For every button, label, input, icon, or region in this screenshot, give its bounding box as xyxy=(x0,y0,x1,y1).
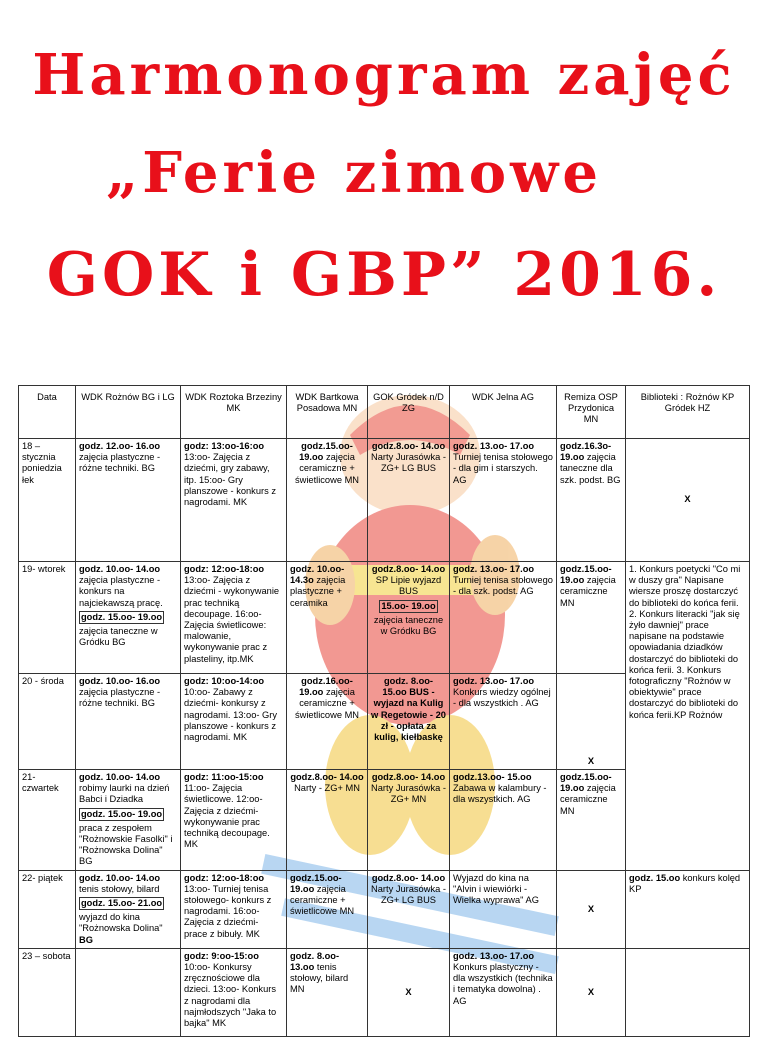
cell-jelna xyxy=(450,674,557,770)
time-text: godz. 10.oo- 16.oo xyxy=(79,676,161,686)
activity-text: zajęcia ceramiczne + świetlicowe MN xyxy=(290,883,355,917)
time-text: godz. 15.oo- 21.oo xyxy=(79,897,164,910)
activity-text: zajęcia plastyczne - różne techniki. BG xyxy=(79,452,161,474)
activity-text: tenis stołowy, bilard MN xyxy=(290,962,349,995)
activity-text: zajęcia ceramiczne + świetlicowe MN xyxy=(294,687,360,720)
activity-text: Turniej tenisa stołowego - dla gim i starszych. AG xyxy=(453,452,553,485)
cell-remiza: X xyxy=(557,674,626,770)
cell-remiza xyxy=(557,439,626,562)
cell-gok xyxy=(368,439,450,562)
cell-roztoka xyxy=(181,870,287,948)
time-text: godz. 12.oo- 16.oo xyxy=(79,441,161,451)
cell-bartkowa xyxy=(287,870,368,948)
title-line-1: Harmonogram zajęć xyxy=(32,42,736,108)
cell-roztoka xyxy=(181,948,287,1036)
cell-roznow xyxy=(76,439,181,562)
col-header-roztoka: WDK Roztoka Brzeziny MK xyxy=(181,386,287,439)
activity-text: zajęcia plastyczne - różne techniki. BG xyxy=(79,687,161,709)
cell-remiza xyxy=(557,770,626,871)
header-row xyxy=(19,386,750,439)
activity-text: 11:oo- Zajęcia świetlicowe. 12:oo- Zajęcia z dziećmi- wykonywanie prac techniką decoupage. MK xyxy=(184,783,270,850)
time-text: godz. 15.oo- 19.oo xyxy=(79,808,164,821)
activity-text: 13:oo- Turniej tenisa stołowego- konkurs z nagrodami. 16:oo- Zajęcia z dziećmi- prace z bibuły. MK xyxy=(184,883,272,939)
activity-text: praca z zespołem "Rożnowskie Fasolki" i "Rożnowska Dolina" BG xyxy=(79,822,173,867)
time-text: godz. 10.oo- 14.3o xyxy=(290,564,345,586)
time-text: godz. 10.oo- 14.oo xyxy=(79,564,161,574)
table-row xyxy=(19,870,750,948)
time-text: godz. 8.oo- 13.oo xyxy=(290,950,340,973)
cell-roznow xyxy=(76,770,181,871)
cell-gok xyxy=(368,562,450,674)
cell-jelna xyxy=(450,770,557,871)
date-cell: 23 – sobota xyxy=(19,948,76,1036)
activity-text: SP Lipie wyjazd BUS xyxy=(375,575,442,597)
time-text: godz. 13.oo- 17.oo xyxy=(453,950,535,961)
activity-text: zajęcia taneczne w Gródku BG xyxy=(79,626,158,648)
time-text: godz.8.oo- 14.oo xyxy=(371,564,446,574)
activity-text: 13:oo- Zajęcia z dziećmi, gry zabawy, itp. 15:oo- Gry planszowe - konkurs z nagrodami. MK xyxy=(184,452,276,508)
cell-remiza: X xyxy=(557,870,626,948)
date-cell: 22- piątek xyxy=(19,870,76,948)
time-text: godz: 12:oo-18:oo xyxy=(184,872,265,883)
activity-text: Konkurs plastyczny - dla wszystkich (technika i tematyka dowolna) . AG xyxy=(453,962,553,1006)
activity-text: wyjazd do kina "Rożnowska Dolina" xyxy=(79,912,163,934)
activity-text: 13:oo- Zajęcia z dziećmi - wykonywanie prac techniką decoupage. 16:oo- Zajęcia świetlicowe: malowanie, wykonywanie prac z plasteliny, itp.MK xyxy=(184,575,280,664)
cell-gok: X xyxy=(368,948,450,1036)
activity-text: konkurs kolęd KP xyxy=(629,872,741,894)
col-header-date: Data xyxy=(19,386,76,439)
col-header-roznow: WDK Rożnów BG i LG xyxy=(76,386,181,439)
date-cell: 20 - środa xyxy=(19,674,76,770)
cell-biblioteki-contests: 1. Konkurs poetycki "Co mi w duszy gra" Napisane wiersze proszę dostarczyć do biblioteki do końca ferii. 2. Konkurs literacki "jak się żyło dawniej" prace napisane na podstawie opowiadania dziadków dostarczyć do biblioteki do końca ferii. 3. Konkurs fotograficzny "Rożnów w obiektywie" prace dostarczyć do biblioteki do końca ferii.KP Rożnów xyxy=(626,562,750,871)
activity-text: zajęcia ceramiczne MN xyxy=(560,575,616,608)
time-text: 15.oo- 19.oo xyxy=(379,600,437,613)
title-line-2: „Ferie zimowe xyxy=(106,140,602,206)
col-header-biblioteki: Biblioteki : Rożnów KP Gródek HZ xyxy=(626,386,750,439)
cell-biblioteki xyxy=(626,948,750,1036)
activity-text: zajęcia plastyczne + ceramika xyxy=(290,575,346,608)
cell-gok xyxy=(368,870,450,948)
cell-jelna xyxy=(450,439,557,562)
cell-jelna: Wyjazd do kina na "Alvin i wiewiórki - Wielka wyprawa" AG xyxy=(450,870,557,948)
table-row xyxy=(19,948,750,1036)
activity-text: BG xyxy=(79,934,93,945)
time-text: godz. 15.oo xyxy=(629,872,681,883)
time-text: godz. 10.oo- 14.oo xyxy=(79,772,161,782)
date-cell: 21- czwartek xyxy=(19,770,76,871)
time-text: godz.15.oo- 19.oo xyxy=(560,564,612,586)
cell-roztoka xyxy=(181,562,287,674)
cell-roznow xyxy=(76,562,181,674)
col-header-remiza: Remiza OSP Przydonica MN xyxy=(557,386,626,439)
cell-roztoka xyxy=(181,770,287,871)
date-cell: 19- wtorek xyxy=(19,562,76,674)
title-line-3: GOK i GBP” 2016. xyxy=(46,240,722,310)
cell-roztoka xyxy=(181,439,287,562)
activity-text: zajęcia ceramiczne MN xyxy=(560,783,616,816)
cell-roznow xyxy=(76,870,181,948)
col-header-bartkowa: WDK Bartkowa Posadowa MN xyxy=(287,386,368,439)
activity-text: zajęcia plastyczne - konkurs na najciekawszą pracę. xyxy=(79,575,163,608)
time-text: godz.16.oo- 19.oo xyxy=(299,676,353,698)
activity-text: Konkurs wiedzy ogólnej - dla wszystkich . AG xyxy=(453,687,551,709)
cell-roznow xyxy=(76,948,181,1036)
cell-remiza: X xyxy=(557,948,626,1036)
cell-bartkowa xyxy=(287,674,368,770)
table-row xyxy=(19,439,750,562)
cell-bartkowa xyxy=(287,562,368,674)
activity-text: zajęcia taneczne w Gródku BG xyxy=(373,614,444,637)
activity-text: 10:oo- Zabawy z dziećmi- konkursy z nagrodami. 13:oo- Gry planszowe - konkurs z nagrodami. MK xyxy=(184,687,278,743)
cell-gok xyxy=(368,770,450,871)
cell-roztoka xyxy=(181,674,287,770)
activity-text: Narty - ZG+ MN xyxy=(294,783,360,794)
cell-jelna xyxy=(450,562,557,674)
time-text: godz.16.3o- 19.oo xyxy=(560,441,612,463)
activity-text: robimy laurki na dzień Babci i Dziadka xyxy=(79,783,170,805)
time-text: godz: 12:oo-18:oo xyxy=(184,564,265,574)
time-text: godz: 9:oo-15:oo xyxy=(184,950,259,961)
cell-bartkowa xyxy=(287,948,368,1036)
time-text: godz.8.oo- 14.oo xyxy=(371,772,446,782)
time-text: godz.15.oo- 19.oo xyxy=(299,441,353,463)
time-text: godz. 15.oo- 19.oo xyxy=(79,611,164,624)
time-text: godz.15.oo- 19.oo xyxy=(290,872,342,894)
cell-remiza xyxy=(557,562,626,674)
cell-gok: godz. 8.oo- 15.oo BUS - wyjazd na Kulig w Regetowie - 20 zł - opłata za kulig, kiełbaskę xyxy=(368,674,450,770)
activity-text: Narty Jurasówka - ZG+ LG BUS xyxy=(371,452,446,474)
time-text: godz: 11:oo-15:oo xyxy=(184,772,264,782)
cell-bartkowa xyxy=(287,439,368,562)
time-text: godz.8.oo- 14.oo xyxy=(371,441,446,451)
time-text: godz. 13.oo- 17.oo xyxy=(453,441,535,451)
activity-text: Turniej tenisa stołowego - dla szk. podst. AG xyxy=(453,575,553,597)
schedule-table xyxy=(18,385,750,1037)
cell-biblioteki: X xyxy=(626,439,750,562)
time-text: godz: 13:oo-16:oo xyxy=(184,441,265,451)
activity-text: tenis stołowy, bilard xyxy=(79,883,160,894)
time-text: godz: 10:oo-14:oo xyxy=(184,676,265,686)
table-row xyxy=(19,562,750,674)
time-text: godz.13.oo- 15.oo xyxy=(453,772,532,782)
cell-roznow xyxy=(76,674,181,770)
activity-text: zajęcia ceramiczne + świetlicowe MN xyxy=(294,452,360,485)
time-text: godz. 13.oo- 17.oo xyxy=(453,676,535,686)
time-text: godz.15.oo- 19.oo xyxy=(560,772,612,794)
cell-biblioteki xyxy=(626,870,750,948)
time-text: godz. 10.oo- 14.oo xyxy=(79,872,161,883)
cell-jelna xyxy=(450,948,557,1036)
activity-text: Zabawa w kalambury - dla wszystkich. AG xyxy=(453,783,547,805)
activity-text: zajęcia taneczne dla szk. podst. BG xyxy=(560,452,621,485)
cell-bartkowa xyxy=(287,770,368,871)
col-header-gok: GOK Gródek n/D ZG xyxy=(368,386,450,439)
activity-text: Narty Jurasówka - ZG+ LG BUS xyxy=(371,883,446,906)
time-text: godz. 13.oo- 17.oo xyxy=(453,564,535,574)
time-text: godz.8.oo- 14.oo xyxy=(371,872,446,883)
time-text: godz.8.oo- 14.oo xyxy=(290,772,364,782)
activity-text: Narty Jurasówka - ZG+ MN xyxy=(371,783,446,805)
col-header-jelna: WDK Jelna AG xyxy=(450,386,557,439)
activity-text: 10:oo- Konkursy zręcznościowe dla dzieci. 13:oo- Konkurs z nagrodami dla najmłodszych "Jaka to bajka" MK xyxy=(184,962,277,1029)
date-cell: 18 – stycznia poniedzia łek xyxy=(19,439,76,562)
